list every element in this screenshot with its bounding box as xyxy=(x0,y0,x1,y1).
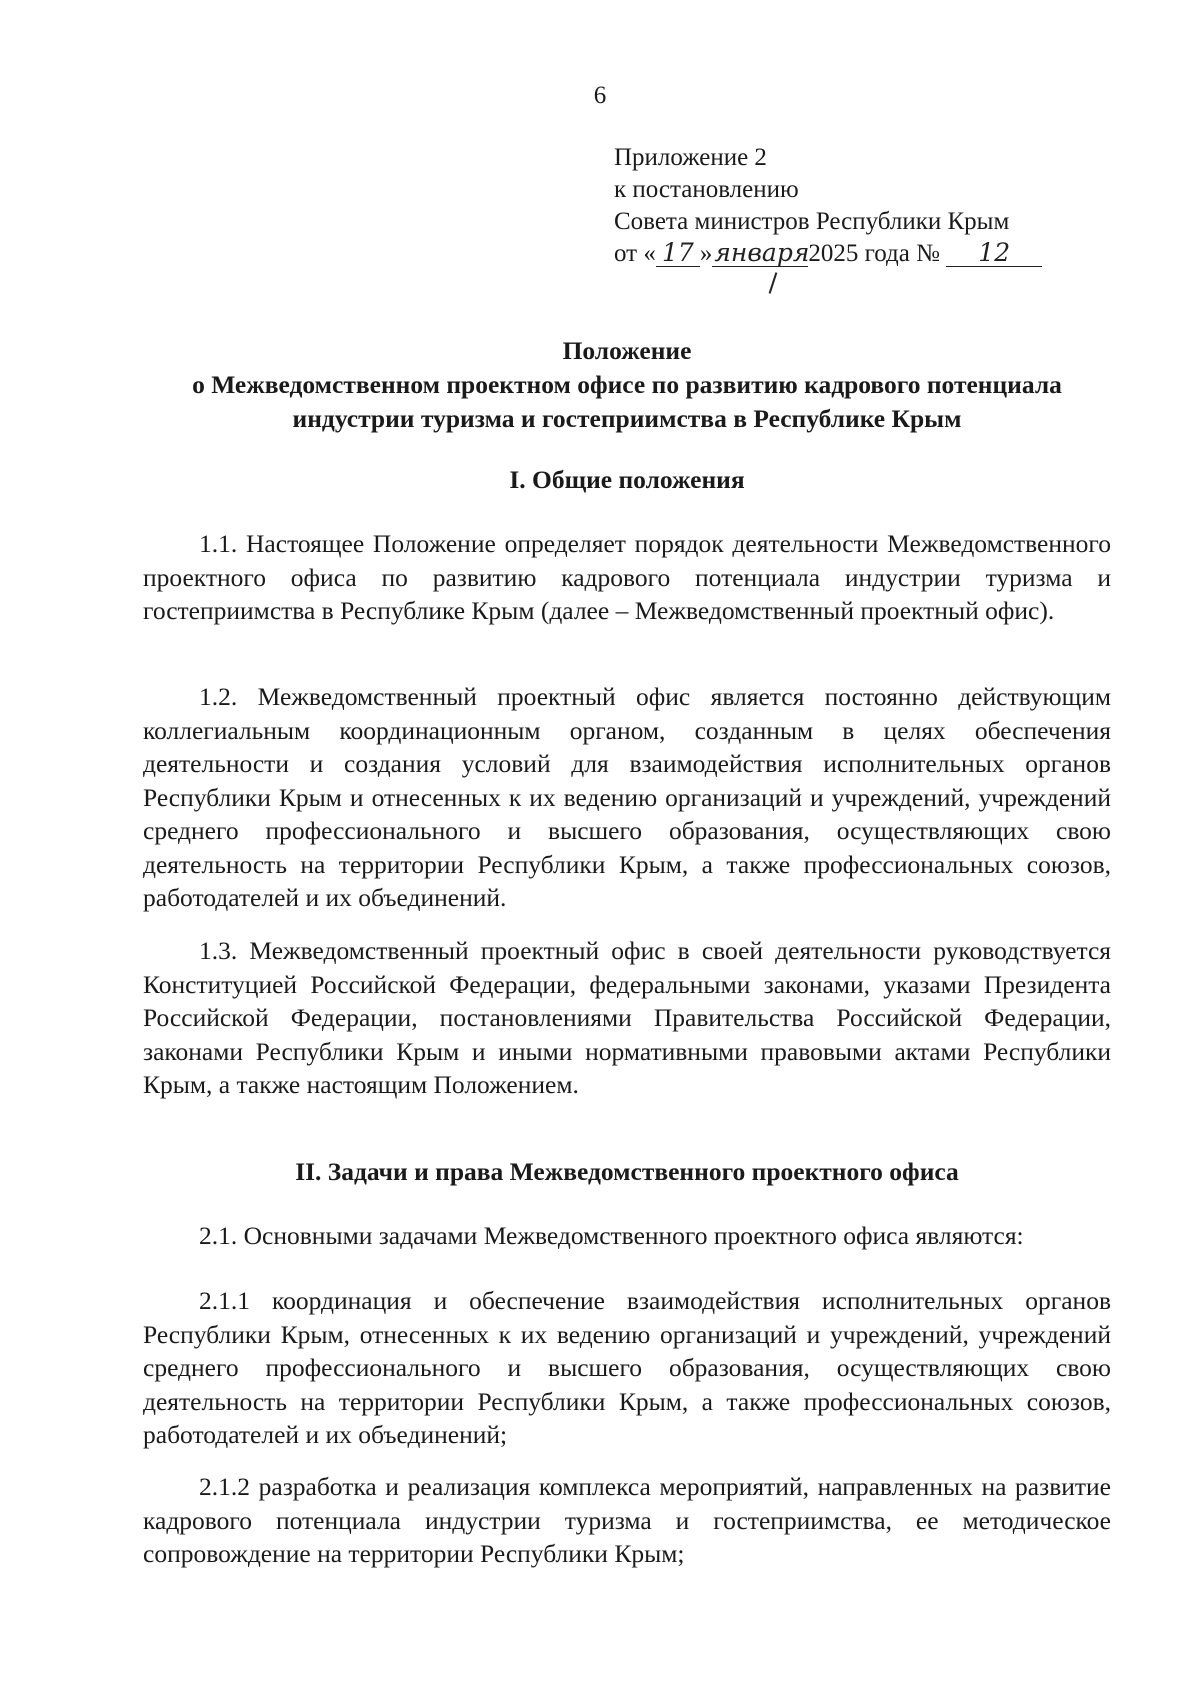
handwritten-day: 17 xyxy=(656,240,700,267)
document-title xyxy=(143,334,1111,436)
paragraph-2-1-2: 2.1.2 разработка и реализация комплекса мероприятий, направленных на развитие кадрового потенциала индустрии туризма и гостеприимства, ее методическое сопровождение на территории Республики Крым; xyxy=(143,1472,1111,1568)
date-prefix: от « xyxy=(614,240,656,267)
appendix-line-2: к постановлению xyxy=(614,176,799,203)
paragraph-1-1: 1.1. Настоящее Положение определяет порядок деятельности Межведомственного проектного офиса по развитию кадрового потенциала индустрии туризма и гостеприимства в Республике Крым (далее – Межведомственный проектный офис). xyxy=(143,529,1111,625)
section-2-title: II. Задачи и права Межведомственного проектного офиса xyxy=(295,1157,959,1186)
handwritten-month: января xyxy=(714,238,810,267)
title-line-2: о Межведомственном проектном офисе по развитию кадрового потенциала xyxy=(192,370,1062,399)
date-year-text: 2025 года № xyxy=(808,240,940,267)
title-line-3: индустрии туризма и гостеприимства в Республике Крым xyxy=(292,404,962,433)
title-line-1: Положение xyxy=(562,336,692,365)
handwriting-stroke xyxy=(769,272,778,294)
handwritten-doc-number: 12 xyxy=(946,240,1042,267)
appendix-line-3: Совета министров Республики Крым xyxy=(614,208,1010,235)
page-number: 6 xyxy=(593,82,607,109)
appendix-date-line xyxy=(614,238,1042,270)
date-quote-close: » xyxy=(699,240,713,267)
appendix-line-1: Приложение 2 xyxy=(614,144,767,171)
section-1-title: I. Общие положения xyxy=(509,465,745,494)
paragraph-1-3: 1.3. Межведомственный проектный офис в своей деятельности руководствуется Конституцией Российской Федерации, федеральными законами, указами Президента Российской Федерации, постановлениями Правительства Российской Федерации, законами Республики Крым и иными нормативными правовыми актами Республики Крым, а также настоящим Положением. xyxy=(143,936,1111,1099)
appendix-block xyxy=(614,142,1042,270)
paragraph-2-1: 2.1. Основными задачами Межведомственного проектного офиса являются: xyxy=(199,1221,1024,1250)
paragraph-1-2: 1.2. Межведомственный проектный офис является постоянно действующим коллегиальным координационным органом, созданным в целях обеспечения деятельности и создания условий для взаимодействия исполнительных органов Республики Крым и отнесенных к их ведению организаций и учреждений, учреждений среднего профессионального и высшего образования, осуществляющих свою деятельность на территории Республики Крым, а также профессиональных союзов, работодателей и их объединений. xyxy=(143,682,1111,912)
paragraph-2-1-1: 2.1.1 координация и обеспечение взаимодействия исполнительных органов Республики Крым, отнесенных к их ведению организаций и учреждений, учреждений среднего профессионального и высшего образования, осуществляющих свою деятельность на территории Республики Крым, а также профессиональных союзов, работодателей и их объединений; xyxy=(143,1286,1111,1449)
